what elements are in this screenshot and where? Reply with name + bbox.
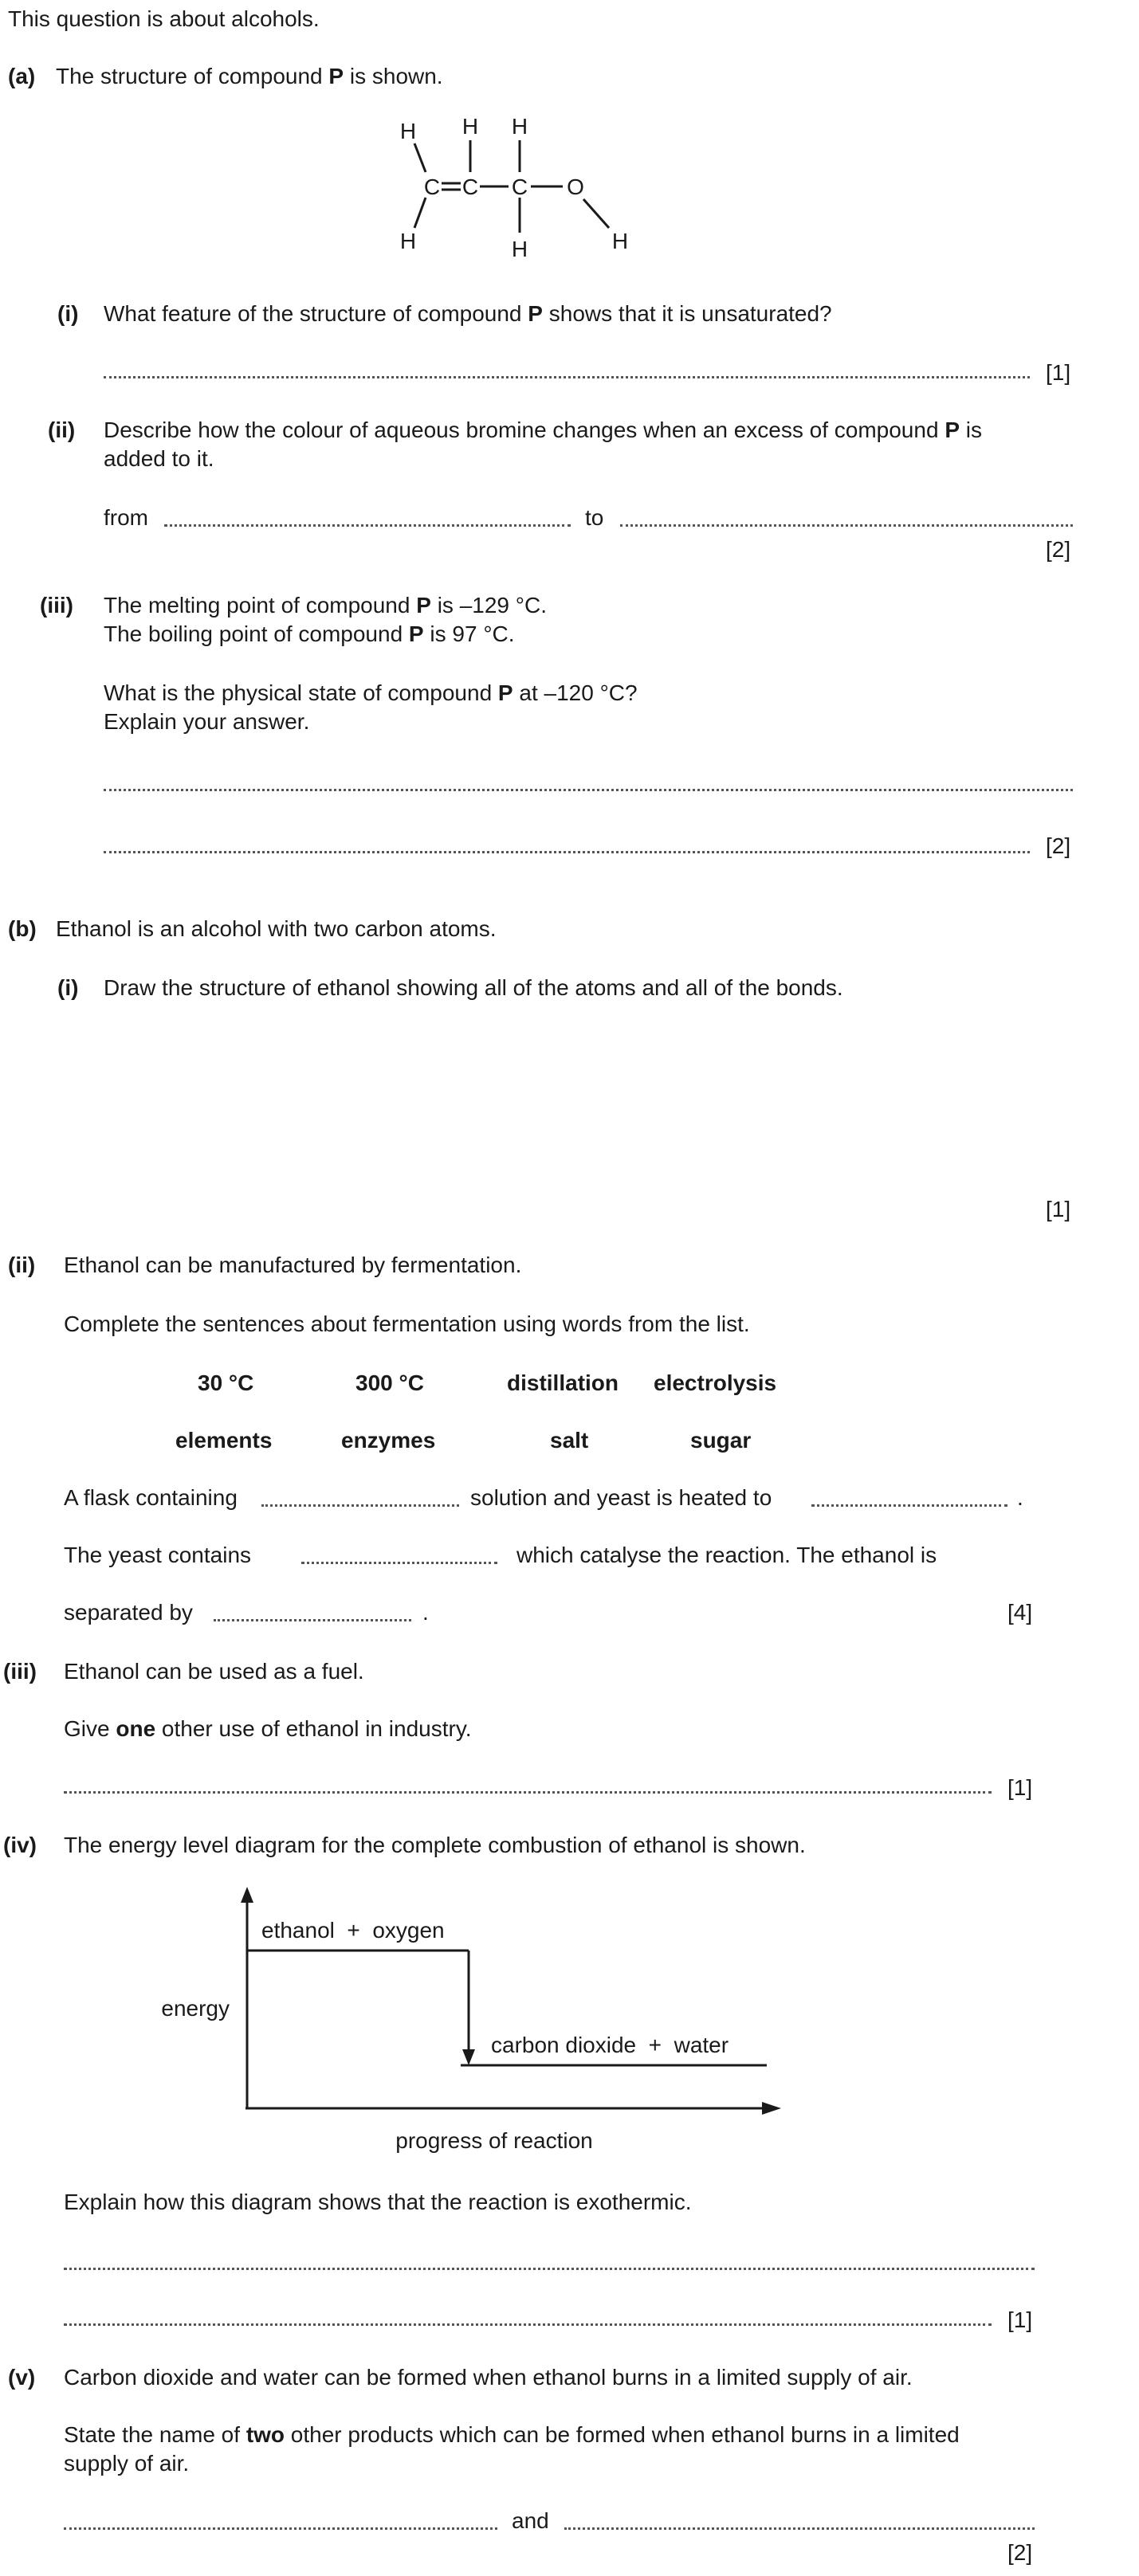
bond-h1-c1 bbox=[414, 143, 426, 172]
sentence1-end: . bbox=[1017, 1485, 1023, 1510]
part-b-iv-label: (iv) bbox=[3, 1833, 37, 1857]
progress-axis-label: progress of reaction bbox=[395, 2128, 593, 2153]
word-300c: 300 °C bbox=[355, 1370, 424, 1395]
word-enzymes: enzymes bbox=[341, 1428, 436, 1453]
part-b-text: Ethanol is an alcohol with two carbon atoms. bbox=[56, 916, 497, 941]
answer-line-b-v-2[interactable] bbox=[564, 2527, 1035, 2530]
part-b-i-label: (i) bbox=[57, 975, 79, 1000]
sentence1-start: A flask containing bbox=[64, 1485, 238, 1510]
answer-line-b-iv-2[interactable] bbox=[64, 2323, 992, 2326]
answer-line-a-ii-to[interactable] bbox=[620, 524, 1073, 527]
bond-o1-h6 bbox=[583, 199, 609, 228]
atom-h4: H bbox=[511, 114, 528, 139]
part-b-i-question: Draw the structure of ethanol showing all of the atoms and all of the bonds. bbox=[104, 975, 843, 1000]
blank-4[interactable] bbox=[214, 1619, 411, 1621]
atom-c3: C bbox=[511, 174, 528, 199]
energy-axis-label: energy bbox=[161, 1996, 230, 2021]
limited-air-text: Carbon dioxide and water can be formed when ethanol burns in a limited supply of air. bbox=[64, 2365, 913, 2390]
answer-line-b-iii[interactable] bbox=[64, 1791, 992, 1794]
reactants-label: ethanol + oxygen bbox=[261, 1918, 445, 1943]
part-a-iii-explain: Explain your answer. bbox=[104, 709, 310, 734]
answer-line-a-iii-2[interactable] bbox=[104, 851, 1030, 853]
atom-c1: C bbox=[423, 174, 441, 199]
answer-line-a-iii-1[interactable] bbox=[104, 789, 1073, 791]
part-b-v-label: (v) bbox=[8, 2365, 36, 2390]
part-a-i-label: (i) bbox=[57, 301, 79, 326]
part-b-iii-question: Give one other use of ethanol in industry. bbox=[64, 1716, 472, 1741]
bond-h2-c1 bbox=[414, 198, 426, 228]
word-electrolysis: electrolysis bbox=[654, 1370, 777, 1395]
mark-a-ii: [2] bbox=[1046, 537, 1071, 562]
atom-h5: H bbox=[511, 237, 528, 261]
sentence2-start: The yeast contains bbox=[64, 1543, 252, 1567]
atom-h1: H bbox=[399, 119, 417, 143]
mark-b-i: [1] bbox=[1046, 1197, 1071, 1221]
part-a-ii-question-line1: Describe how the colour of aqueous bromine changes when an excess of compound P is bbox=[104, 418, 982, 442]
fermentation-instruction: Complete the sentences about fermentation using words from the list. bbox=[64, 1312, 750, 1336]
mark-b-iii: [1] bbox=[1007, 1775, 1033, 1800]
part-b-v-question-line2: supply of air. bbox=[64, 2451, 190, 2476]
energy-level-diagram bbox=[143, 1880, 805, 2167]
part-a-ii-label: (ii) bbox=[48, 418, 76, 442]
part-a-label: (a) bbox=[8, 64, 36, 88]
word-distillation: distillation bbox=[507, 1370, 619, 1395]
part-b-iii-label: (iii) bbox=[3, 1659, 37, 1684]
word-salt: salt bbox=[550, 1428, 589, 1453]
mark-a-iii: [2] bbox=[1046, 833, 1071, 858]
boiling-point-text: The boiling point of compound P is 97 °C. bbox=[104, 621, 515, 646]
part-b-ii-label: (ii) bbox=[8, 1253, 36, 1277]
part-b-label: (b) bbox=[8, 916, 37, 941]
part-a-i-question: What feature of the structure of compound P shows that it is unsaturated? bbox=[104, 301, 832, 326]
intro-text: This question is about alcohols. bbox=[8, 6, 320, 31]
word-30c: 30 °C bbox=[198, 1370, 254, 1395]
melting-point-text: The melting point of compound P is –129 °C. bbox=[104, 593, 547, 618]
atom-h2: H bbox=[399, 229, 417, 253]
atom-h3: H bbox=[461, 114, 479, 139]
sentence3-end: . bbox=[422, 1600, 429, 1625]
products-label: carbon dioxide + water bbox=[491, 2033, 729, 2057]
part-b-v-question-line1: State the name of two other products which can be formed when ethanol burns in a limited bbox=[64, 2422, 960, 2447]
sentence3-start: separated by bbox=[64, 1600, 193, 1625]
exothermic-question: Explain how this diagram shows that the reaction is exothermic. bbox=[64, 2190, 692, 2214]
part-a-text: The structure of compound P is shown. bbox=[56, 64, 443, 88]
y-axis-arrowhead bbox=[241, 1887, 253, 1903]
compound-p-structure bbox=[375, 112, 646, 263]
blank-1[interactable] bbox=[261, 1504, 459, 1507]
part-a-ii-question-line2: added to it. bbox=[104, 446, 214, 471]
atom-c2: C bbox=[461, 174, 479, 199]
sentence1-middle: solution and yeast is heated to bbox=[470, 1485, 772, 1510]
fuel-text: Ethanol can be used as a fuel. bbox=[64, 1659, 364, 1684]
atom-h6: H bbox=[611, 229, 629, 253]
from-label: from bbox=[104, 505, 148, 530]
part-a-iii-label: (iii) bbox=[40, 593, 73, 618]
sentence2-end: which catalyse the reaction. The ethanol is bbox=[516, 1543, 937, 1567]
to-label: to bbox=[585, 505, 604, 530]
x-axis-arrowhead bbox=[762, 2102, 781, 2115]
answer-line-b-v-1[interactable] bbox=[64, 2527, 497, 2530]
atom-o1: O bbox=[567, 174, 584, 199]
answer-line-a-i[interactable] bbox=[104, 376, 1030, 378]
part-a-iii-question: What is the physical state of compound P at –120 °C? bbox=[104, 680, 638, 705]
fermentation-text: Ethanol can be manufactured by fermentation. bbox=[64, 1253, 522, 1277]
mark-b-v: [2] bbox=[1007, 2540, 1033, 2565]
and-label: and bbox=[512, 2508, 549, 2533]
answer-line-a-ii-from[interactable] bbox=[164, 524, 571, 527]
blank-3[interactable] bbox=[301, 1562, 497, 1564]
mark-b-ii: [4] bbox=[1007, 1600, 1033, 1625]
blank-2[interactable] bbox=[811, 1504, 1007, 1507]
word-elements: elements bbox=[175, 1428, 273, 1453]
word-sugar: sugar bbox=[690, 1428, 752, 1453]
drawing-area-ethanol[interactable] bbox=[104, 1012, 1028, 1187]
answer-line-b-iv-1[interactable] bbox=[64, 2268, 1035, 2270]
energy-change-arrowhead bbox=[462, 2049, 475, 2065]
energy-diagram-intro: The energy level diagram for the complete combustion of ethanol is shown. bbox=[64, 1833, 806, 1857]
mark-a-i: [1] bbox=[1046, 360, 1071, 385]
mark-b-iv: [1] bbox=[1007, 2307, 1033, 2332]
